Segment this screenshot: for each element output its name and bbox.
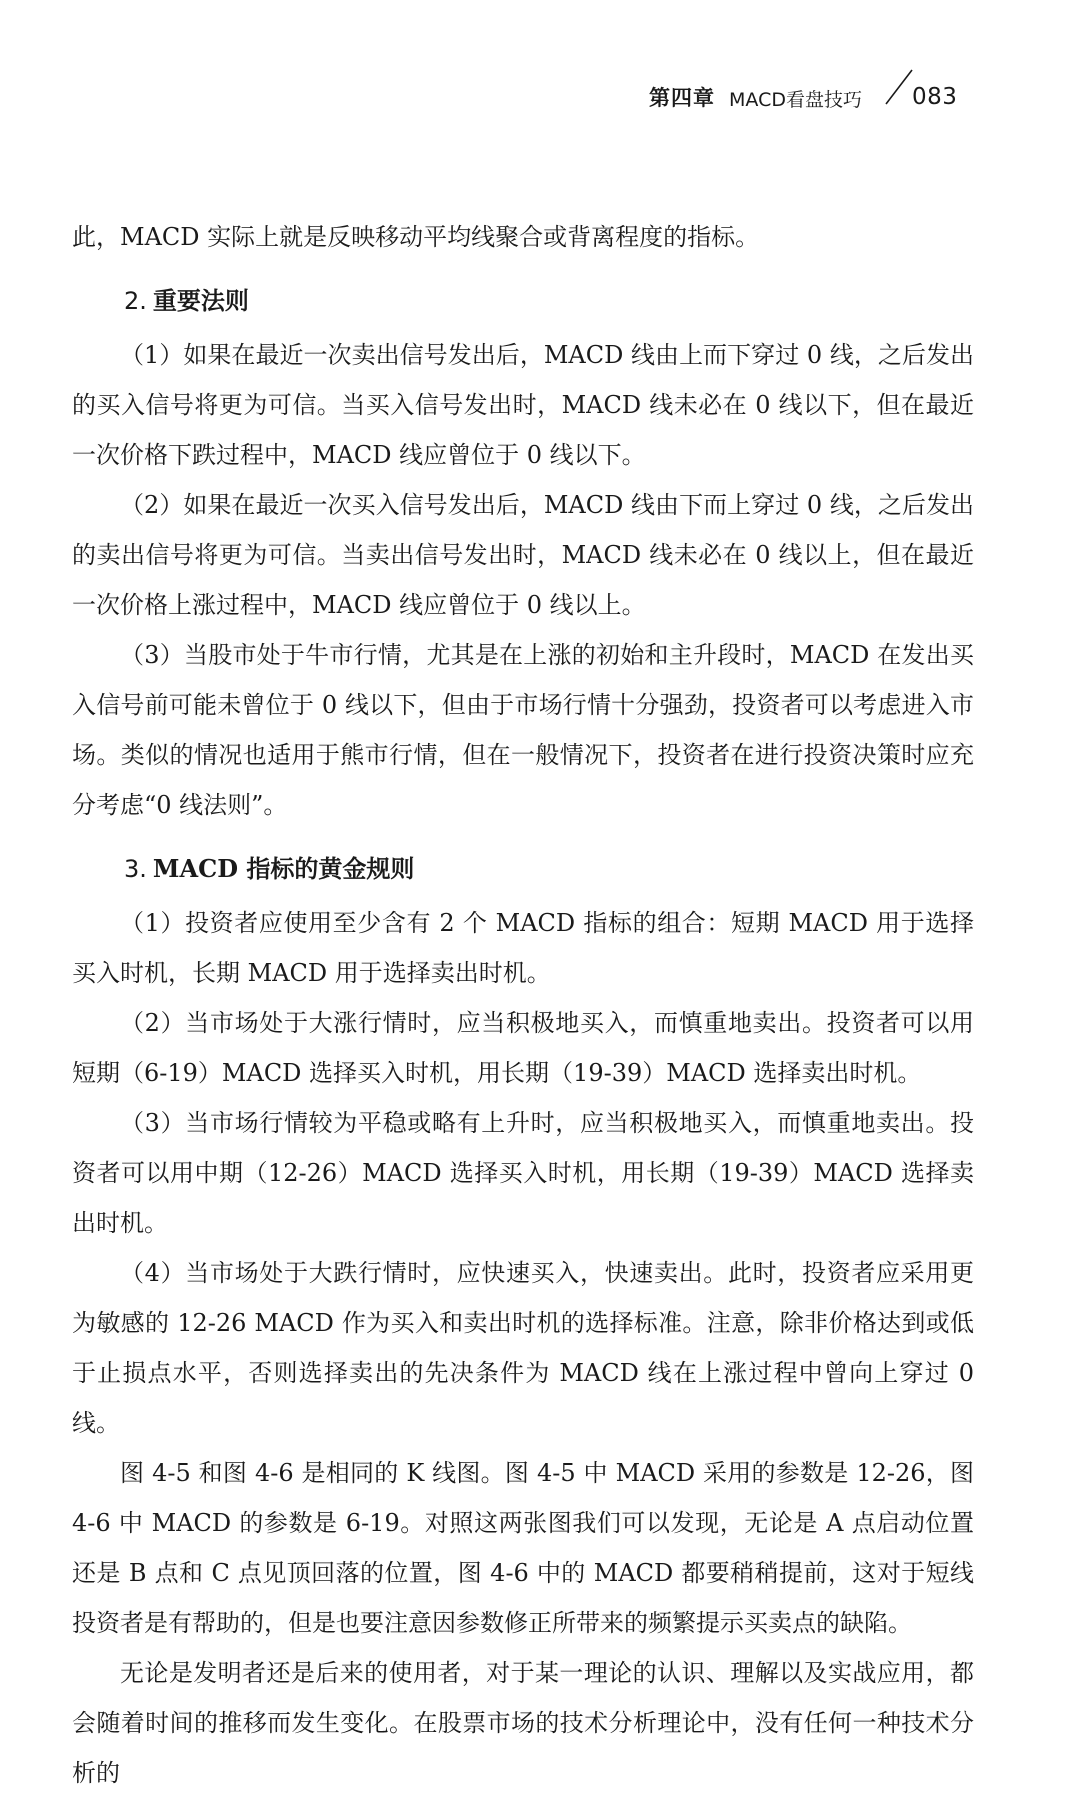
intro-line: 此，MACD 实际上就是反映移动平均线聚合或背离程度的指标。 [72, 223, 760, 251]
section-title: 重要法则 [152, 286, 249, 315]
chapter-label: 第四章 [649, 86, 716, 110]
paragraph: 图 4-5 和图 4-6 是相同的 K 线图。图 4-5 中 MACD 采用的参数是 12-26，图 4-6 中 MACD 的参数是 6-19。对照这两张图我们可以发现，无论是 A 点启动位置还是 B 点和 C 点见顶回落的位置，图 4-6 中的 MACD 都要稍稍提前，这对于短线投资者是有帮助的，但是也要注意因参数修正所带来的频繁提示买卖点的缺陷。 [72, 1459, 974, 1637]
paragraph: （1）如果在最近一次卖出信号发出后，MACD 线由上而下穿过 0 线，之后发出的买入信号将更为可信。当买入信号发出时，MACD 线未必在 0 线以下，但在最近一次价格下跌过程中，MACD 线应曾位于 0 线以下。 [72, 341, 974, 469]
paragraph: （4）当市场处于大跌行情时，应快速买入，快速卖出。此时，投资者应采用更为敏感的 12-26 MACD 作为买入和卖出时机的选择标准。注意，除非价格达到或低于止损点水平，否则选择卖出的先决条件为 MACD 线在上涨过程中曾向上穿过 0 线。 [72, 1259, 974, 1437]
paragraph: （3）当股市处于牛市行情，尤其是在上涨的初始和主升段时，MACD 在发出买入信号前可能未曾位于 0 线以下，但由于市场行情十分强劲，投资者可以考虑进入市场。类似的情况也适用于熊市行情，但在一般情况下，投资者在进行投资决策时应充分考虑“0 线法则”。 [72, 641, 974, 819]
page-number: 083 [912, 84, 958, 110]
section-heading-3 [72, 844, 974, 894]
paragraph: （3）当市场行情较为平稳或略有上升时，应当积极地买入，而慎重地卖出。投资者可以用中期（12-26）MACD 选择买入时机，用长期（19-39）MACD 选择卖出时机。 [72, 1109, 974, 1237]
paragraph: （2）当市场处于大涨行情时，应当积极地买入，而慎重地卖出。投资者可以用短期（6-19）MACD 选择买入时机，用长期（19-39）MACD 选择卖出时机。 [72, 1009, 974, 1087]
section-number: 3. [124, 855, 147, 883]
section-title: MACD 指标的黄金规则 [152, 854, 415, 883]
body-text [72, 212, 974, 1798]
paragraph: 无论是发明者还是后来的使用者，对于某一理论的认识、理解以及实战应用，都会随着时间的推移而发生变化。在股票市场的技术分析理论中，没有任何一种技术分析的 [72, 1659, 974, 1787]
paragraph: （1）投资者应使用至少含有 2 个 MACD 指标的组合：短期 MACD 用于选择买入时机，长期 MACD 用于选择卖出时机。 [72, 909, 974, 987]
page-slash-icon [884, 68, 914, 108]
running-head [649, 72, 972, 112]
page-number-block [876, 68, 972, 112]
section-heading-2 [72, 276, 974, 326]
chapter-title: MACD看盘技巧 [729, 89, 862, 111]
paragraph: （2）如果在最近一次买入信号发出后，MACD 线由下而上穿过 0 线，之后发出的卖出信号将更为可信。当卖出信号发出时，MACD 线未必在 0 线以上，但在最近一次价格上涨过程中，MACD 线应曾位于 0 线以上。 [72, 491, 974, 619]
section-number: 2. [124, 287, 147, 315]
